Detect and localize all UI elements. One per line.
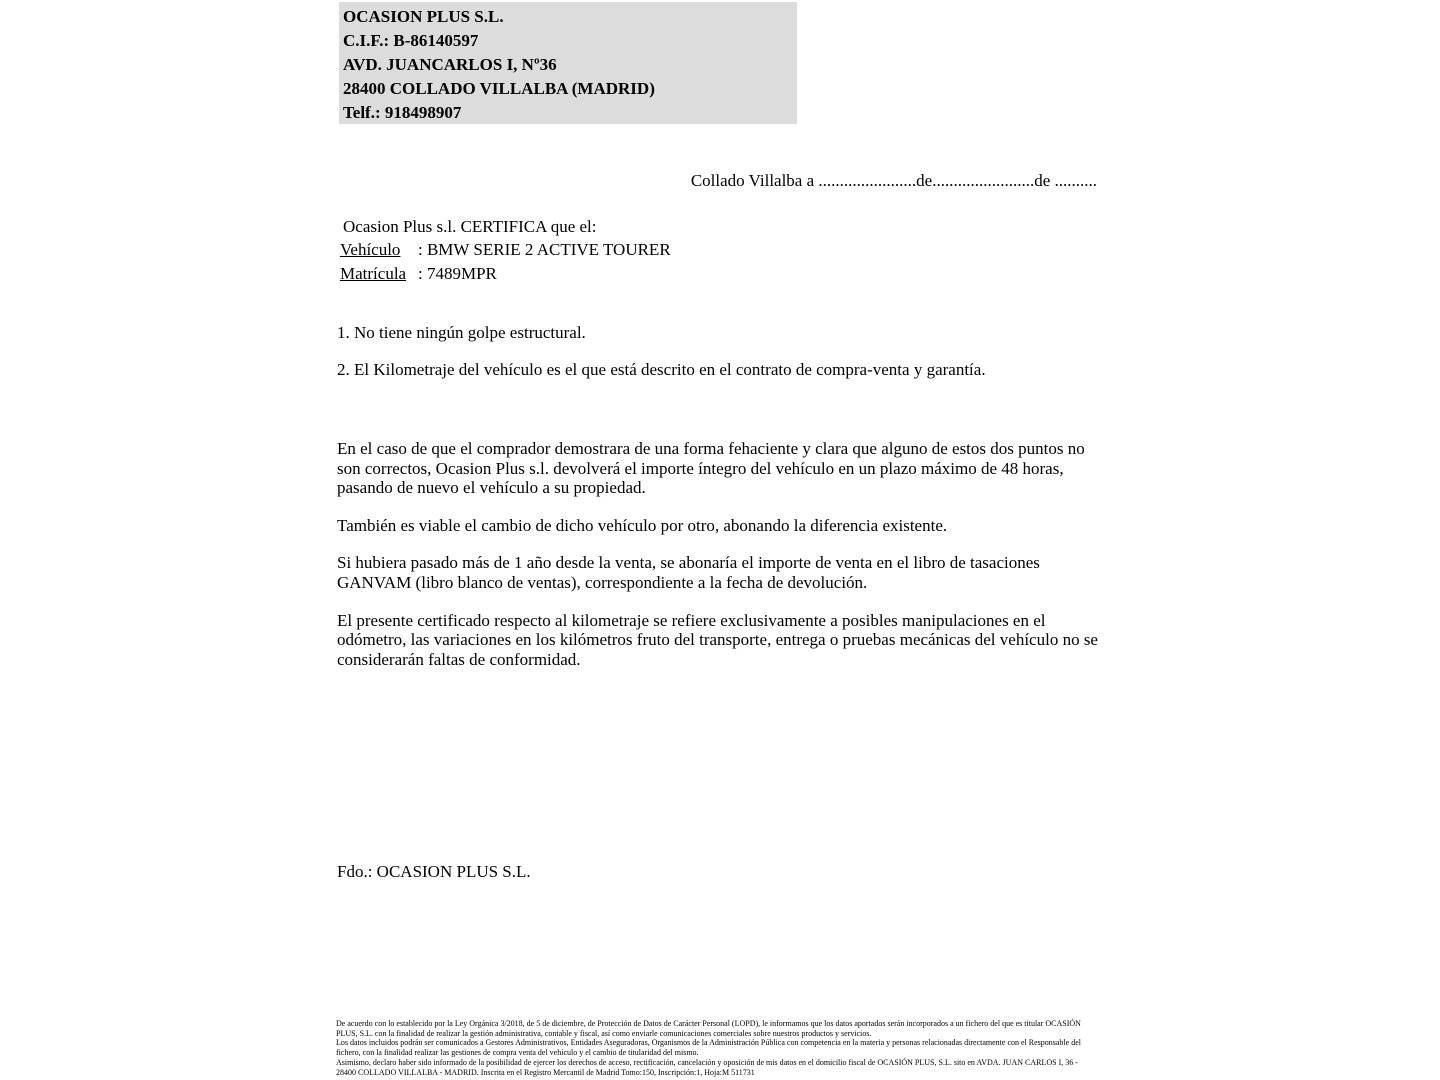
paragraph-odometer: El presente certificado respecto al kilometraje se refiere exclusivamente a posibles manipulaciones en el odómetro, las variaciones en los kilómetros fruto del transporte, entrega o pruebas mecánicas del vehículo no se considerarán faltas de conformidad. xyxy=(337,610,1098,669)
certified-points xyxy=(337,323,1098,397)
legal-footer xyxy=(336,1019,1098,1077)
plate-label: Matrícula xyxy=(340,263,407,283)
company-city: 28400 COLLADO VILLALBA (MADRID) xyxy=(343,79,655,98)
plate-label-column xyxy=(340,262,418,285)
company-cif: C.I.F.: B-86140597 xyxy=(343,31,479,50)
vehicle-line xyxy=(340,238,671,261)
paragraph-ganvam: Si hubiera pasado más de 1 año desde la venta, se abonaría el importe de venta en el libro de tasaciones GANVAM (libro blanco de ventas), correspondiente a la fecha de devolución. xyxy=(337,553,1040,592)
date-line: Collado Villalba a .......................de........................de .......... xyxy=(690,171,1097,190)
company-name: OCASION PLUS S.L. xyxy=(343,7,504,26)
paragraph-refund: En el caso de que el comprador demostrara de una forma fehaciente y clara que alguno de estos dos puntos no son correctos, Ocasion Plus s.l. devolverá el importe íntegro del vehículo en un plazo máximo de 48 horas, pasando de nuevo el vehículo a su propiedad. xyxy=(337,439,1085,498)
vehicle-value: : BMW SERIE 2 ACTIVE TOURER xyxy=(418,240,671,260)
point-2: 2. El Kilometraje del vehículo es el que está descrito en el contrato de compra-venta y garantía. xyxy=(337,360,986,379)
plate-line xyxy=(340,262,671,285)
body-paragraphs xyxy=(337,439,1098,687)
point-1: 1. No tiene ningún golpe estructural. xyxy=(337,323,586,342)
legal-paragraph-rights: Asimismo, declaro haber sido informado de la posibilidad de ejercer los derechos de acceso, rectificación, cancelación y oposición de mis datos en el domicilio fiscal de OCASIÓN PLUS, S.L. sito en AVDA. JUAN CARLOS I, 36 - 28400 COLLADO VILLALBA - MADRID. Inscrita en el Registro Mercantil de Madrid Tomo:150, Inscripción:1, Hoja:M 511731 xyxy=(336,1057,1078,1077)
paragraph-exchange: También es viable el cambio de dicho vehículo por otro, abonando la diferencia existente. xyxy=(337,515,948,535)
vehicle-label-column xyxy=(340,238,418,261)
certification-block xyxy=(340,215,671,285)
legal-paragraph-data-sharing: Los datos incluidos podrán ser comunicados a Gestores Administrativos, Entidades Aseguradoras, Organismos de la Administración Pública con competencia en la materia y personas relacionadas directamente con el Responsable del fichero, con la finalidad realizar las gestiones de compra venta del vehículo y el cambio de titularidad del mismo. xyxy=(336,1038,1081,1058)
certification-intro: Ocasion Plus s.l. CERTIFICA que el: xyxy=(343,217,597,236)
company-address: AVD. JUANCARLOS I, Nº36 xyxy=(343,55,557,74)
plate-value: : 7489MPR xyxy=(418,263,497,283)
signature-line: Fdo.: OCASION PLUS S.L. xyxy=(337,862,531,881)
legal-paragraph-lopd: De acuerdo con lo establecido por la Ley Orgánica 3/2018, de 5 de diciembre, de Protección de Datos de Carácter Personal (LOPD), le informamos que los datos aportados serán incorporados a un fichero del que es titular OCASIÓN PLUS, S.L. con la finalidad de realizar la gestión administrativa, contable y fiscal, así como enviarle comunicaciones comerciales sobre nuestros productos y servicios. xyxy=(336,1019,1081,1038)
company-phone: Telf.: 918498907 xyxy=(343,103,462,122)
company-header xyxy=(339,2,797,124)
vehicle-label: Vehículo xyxy=(340,240,401,260)
